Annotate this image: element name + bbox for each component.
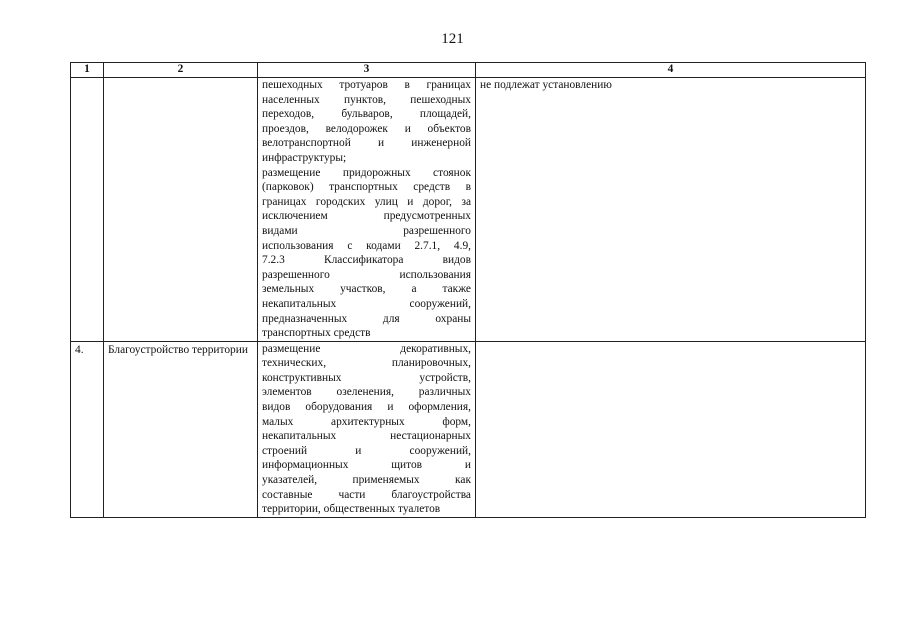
row-number-cell: 4. (71, 341, 104, 517)
description-line: территории, общественных туалетов (262, 503, 441, 516)
table-row (71, 78, 866, 342)
table-row (71, 341, 866, 517)
column-header-2: 2 (104, 63, 258, 78)
description-line: указателей, применяемых как (262, 474, 471, 487)
use-name-cell (104, 78, 258, 342)
land-use-table (70, 62, 866, 518)
description-line: конструктивных устройств, (262, 371, 471, 384)
description-line: проездов, велодорожек и объектов (262, 122, 471, 135)
column-header-3: 3 (258, 63, 476, 78)
description-line: границах городских улиц и дорог, за (262, 195, 471, 208)
table-header-row (71, 63, 866, 78)
description-line: размещение придорожных стоянок (262, 166, 471, 179)
description-line: разрешенного использования (262, 268, 471, 281)
description-line: переходов, бульваров, площадей, (262, 108, 471, 121)
column-header-4: 4 (476, 63, 866, 78)
description-line: исключением предусмотренных (262, 210, 471, 223)
parameters-cell: не подлежат установлению (476, 78, 866, 342)
description-line: видов оборудования и оформления, (262, 401, 471, 414)
description-line: транспортных средств (262, 327, 371, 340)
description-line: предназначенных для охраны (262, 312, 471, 325)
description-line: видами разрешенного (262, 224, 471, 237)
description-line: информационных щитов и (262, 459, 471, 472)
description-line: земельных участков, а также (262, 283, 471, 296)
description-line: размещение декоративных, (262, 342, 471, 355)
use-description-cell (258, 78, 476, 342)
use-name-cell: Благоустройство территории (104, 341, 258, 517)
description-line: использования с кодами 2.7.1, 4.9, (262, 239, 471, 252)
description-line: инфраструктуры; (262, 151, 347, 164)
description-line: (парковок) транспортных средств в (262, 181, 471, 194)
description-line: технических, планировочных, (262, 357, 471, 370)
use-description-cell (258, 341, 476, 517)
description-line: некапитальных нестационарных (262, 430, 471, 443)
row-number-cell (71, 78, 104, 342)
description-line: велотранспортной и инженерной (262, 137, 471, 150)
description-line: строений и сооружений, (262, 444, 471, 457)
description-line: населенных пунктов, пешеходных (262, 93, 471, 106)
description-line: 7.2.3 Классификатора видов (262, 254, 471, 267)
column-header-1: 1 (71, 63, 104, 78)
description-line: пешеходных тротуаров в границах (262, 79, 471, 91)
page-number: 121 (441, 31, 464, 47)
description-line: элементов озеленения, различных (262, 386, 471, 399)
description-line: малых архитектурных форм, (262, 415, 471, 428)
parameters-cell (476, 341, 866, 517)
description-line: составные части благоустройства (262, 488, 471, 501)
description-line: некапитальных сооружений, (262, 297, 471, 310)
